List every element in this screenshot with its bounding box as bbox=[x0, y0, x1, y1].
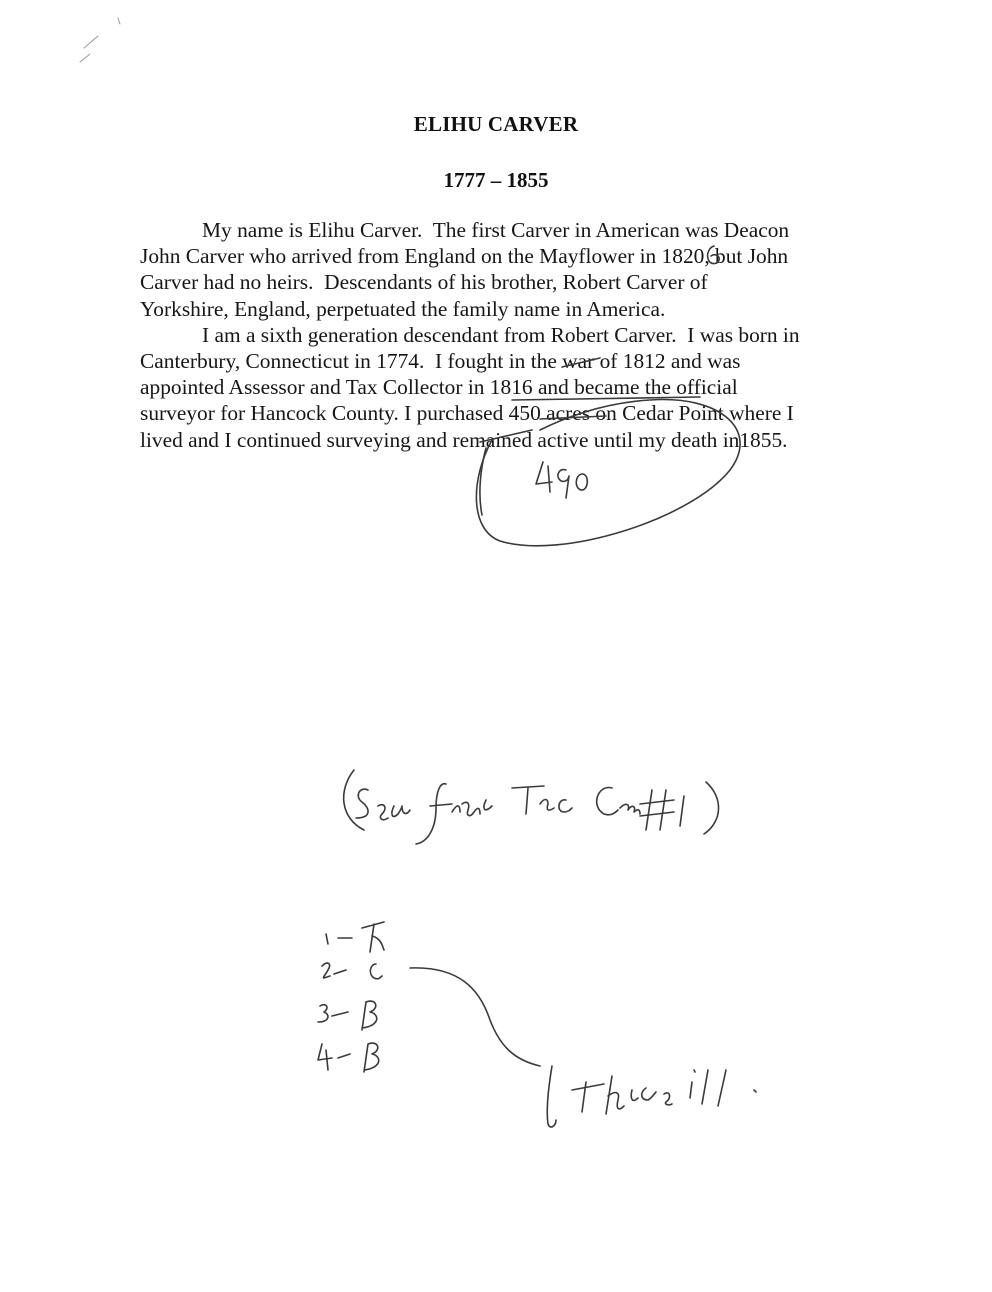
handwritten-signature bbox=[547, 1066, 756, 1127]
handwritten-490 bbox=[536, 462, 587, 498]
corner-scribble bbox=[80, 18, 120, 62]
document-title: ELIHU CARVER bbox=[413, 112, 579, 136]
document-body bbox=[140, 217, 880, 453]
paragraph-line: John Carver who arrived from England on the Mayflower in 1820, but John bbox=[140, 244, 789, 269]
paragraph-line: appointed Assessor and Tax Collector in 1816 and became the official bbox=[140, 375, 738, 400]
paragraph-line: surveyor for Hancock County. I purchased 450 acres on Cedar Point where I bbox=[140, 401, 794, 426]
handwritten-list bbox=[318, 922, 384, 1072]
paragraph-line: Carver had no heirs. Descendants of his brother, Robert Carver of bbox=[140, 270, 708, 295]
paragraph-line: I am a sixth generation descendant from Robert Carver. I was born in bbox=[202, 322, 800, 347]
paragraph-line: My name is Elihu Carver. The first Carver in American was Deacon bbox=[202, 218, 790, 242]
paragraph-line: Yorkshire, England, perpetuated the family name in America. bbox=[140, 296, 666, 321]
paragraph-line: Canterbury, Connecticut in 1774. I fought in the war of 1812 and was bbox=[140, 349, 741, 374]
handwritten-note-line bbox=[344, 770, 719, 844]
paragraph-line: lived and I continued surveying and remained active until my death in1855. bbox=[140, 427, 788, 452]
connector-line bbox=[410, 968, 540, 1066]
document-dates: 1777 – 1855 bbox=[443, 168, 549, 192]
paragraph-2 bbox=[140, 322, 880, 453]
paragraph-1 bbox=[140, 217, 880, 322]
